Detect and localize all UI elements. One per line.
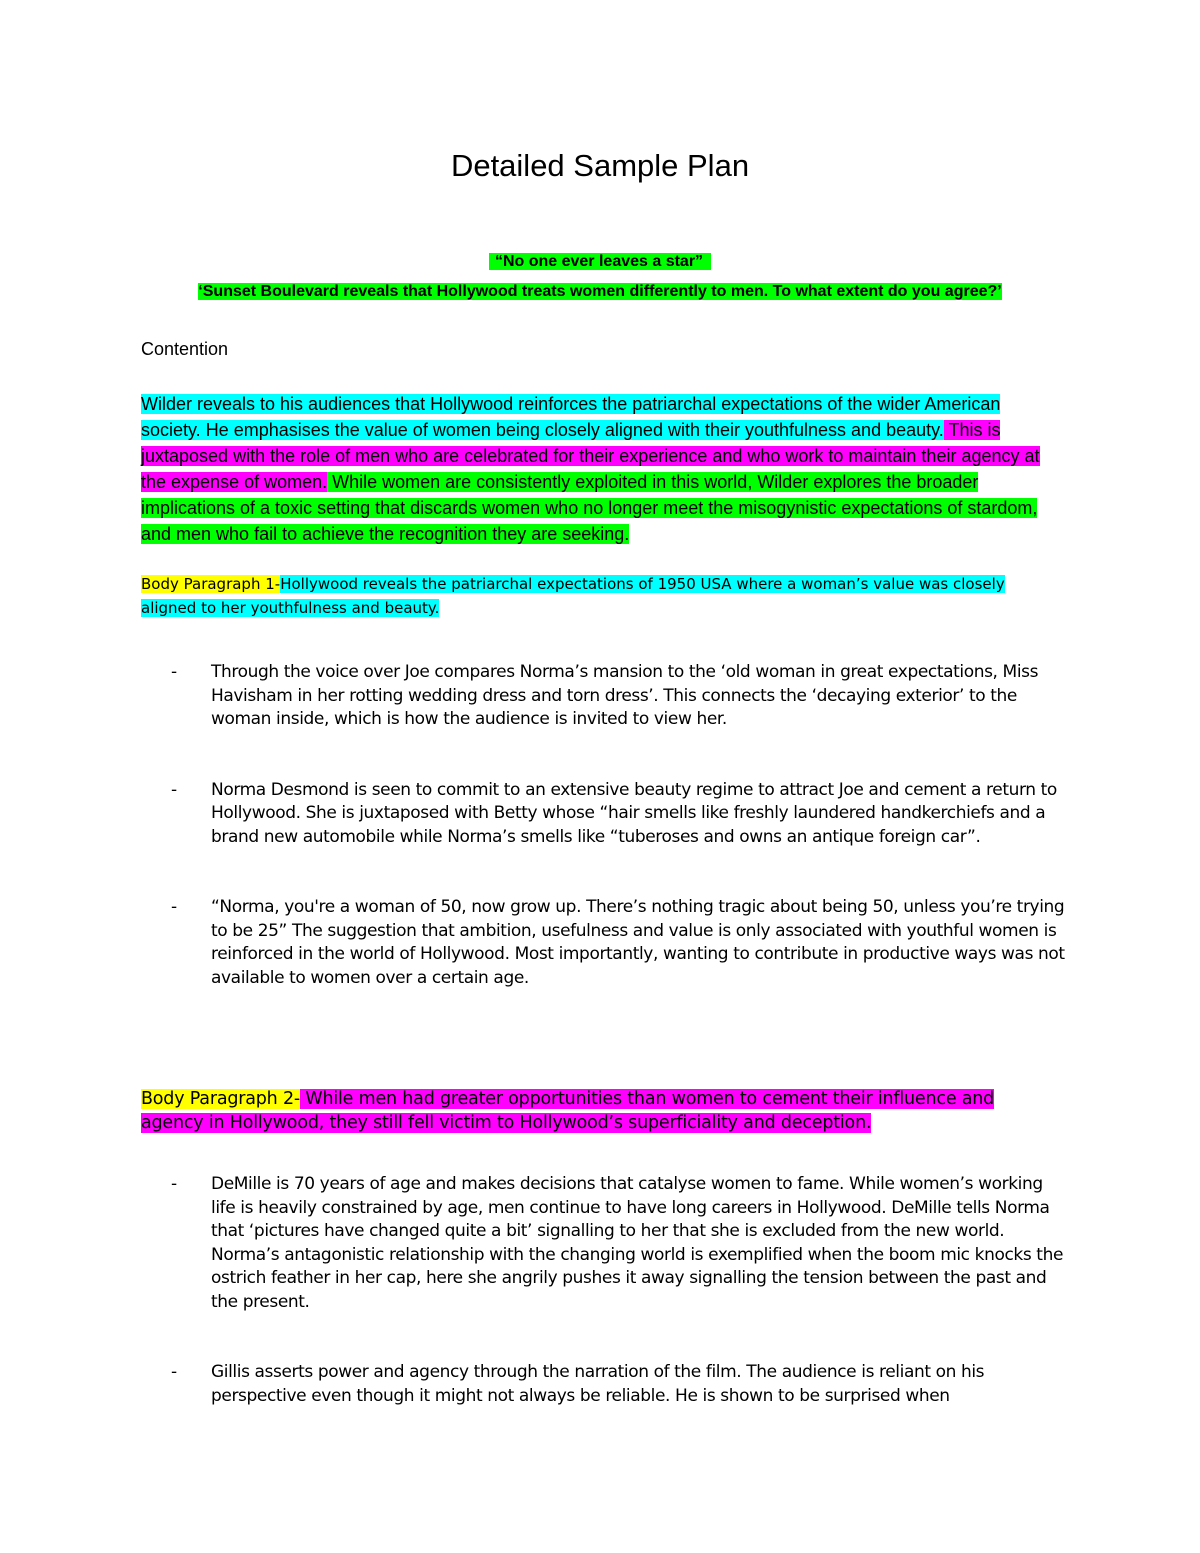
bullet-dash: -: [171, 1174, 177, 1194]
body-paragraph-1-label: Body Paragraph 1-: [141, 575, 281, 593]
body-paragraph-2-heading: [141, 1087, 1061, 1135]
bullet-dash: -: [171, 897, 177, 917]
quote-text: “No one ever leaves a star”: [489, 253, 711, 270]
list-item-text: “Norma, you're a woman of 50, now grow up. There’s nothing tragic about being 50, unless you’re trying to be 25” The suggestion that ambition, usefulness and value is only associated with youthful women is reinforced in the world of Hollywood. Most importantly, wanting to contribute in productive ways was not available to women over a certain age.: [211, 897, 1065, 988]
list-item-text: Norma Desmond is seen to commit to an extensive beauty regime to attract Joe and cement a return to Hollywood. She is juxtaposed with Betty whose “hair smells like freshly laundered handkerchiefs and a brand new automobile while Norma’s smells like “tuberoses and owns an antique foreign car”.: [211, 779, 1057, 847]
contention-part-1: Wilder reveals to his audiences that Hollywood reinforces the patriarchal expectations of the wider American society. He emphasises the value of women being closely aligned with their youthfulness and beauty.: [141, 394, 1001, 440]
essay-question: ‘Sunset Boulevard reveals that Hollywood treats women differently to men. To what extent do you agree?’: [198, 283, 1002, 300]
list-item: [171, 1173, 1071, 1314]
bullet-dash: -: [171, 662, 177, 682]
bullet-dash: -: [171, 1362, 177, 1382]
list-item-text: Through the voice over Joe compares Norma’s mansion to the ‘old woman in great expectations, Miss Havisham in her rotting wedding dress and torn dress’. This connects the ‘decaying exterior’ to the woman inside, which is how the audience is invited to view her.: [211, 662, 1039, 729]
list-item: [171, 661, 1071, 732]
list-item-text: Gillis asserts power and agency through the narration of the film. The audience is reliant on his perspective even though it might not always be reliable. He is shown to be surprised when: [211, 1362, 985, 1406]
body-paragraph-1-heading: [141, 572, 1061, 620]
bullet-dash: -: [171, 779, 177, 800]
body-paragraph-1-points: [171, 661, 1071, 990]
contention-paragraph: [141, 391, 1061, 547]
list-item: [171, 779, 1071, 850]
body-paragraph-2-points: [171, 1173, 1071, 1408]
body-paragraph-2-label: Body Paragraph 2-: [141, 1089, 300, 1109]
contention-heading: Contention: [141, 339, 229, 359]
list-item-text: DeMille is 70 years of age and makes decisions that catalyse women to fame. While women’s working life is heavily constrained by age, men continue to have long careers in Hollywood. DeMille tells Norma that ‘pictures have changed quite a bit’ signalling to her that she is excluded from the new world. Norma’s antagonistic relationship with the changing world is exemplified when the boom mic knocks the ostrich feather in her cap, here she angrily pushes it away signalling the tension between the past and the present.: [211, 1174, 1064, 1312]
list-item: [171, 1361, 1071, 1408]
page-title: Detailed Sample Plan: [450, 148, 750, 183]
list-item: [171, 896, 1071, 990]
quote-line: [0, 250, 1200, 274]
body-paragraph-1-topic: Hollywood reveals the patriarchal expectations of 1950 USA where a woman’s value was closely aligned to her youthfulness and beauty.: [141, 575, 1005, 617]
essay-question-line: [0, 280, 1200, 304]
contention-part-3: While women are consistently exploited in this world, Wilder explores the broader implications of a toxic setting that discards women who no longer meet the misogynistic expectations of stardom, and men who fail to achieve the recognition they are seeking.: [141, 472, 1038, 544]
contention-part-2: This is juxtaposed with the role of men who are celebrated for their experience and who work to maintain their agency at the expense of women.: [141, 420, 1040, 492]
body-paragraph-2-topic: While men had greater opportunities than women to cement their influence and agency in Hollywood, they still fell victim to Hollywood’s superficiality and deception.: [141, 1089, 995, 1133]
